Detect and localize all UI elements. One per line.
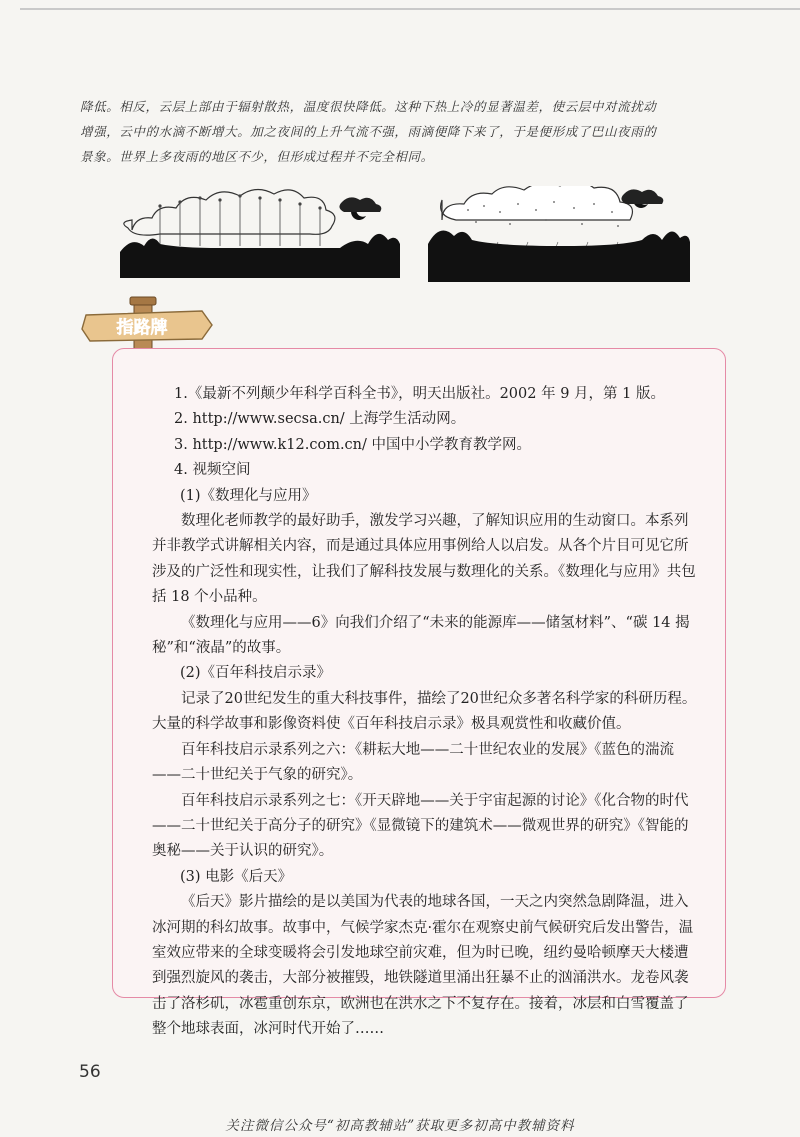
video-description: 记录了20世纪发生的重大科技事件，描绘了20世纪众多著名科学家的科研历程。大量的科学故事和影像资料使《百年科技启示录》极具观赏性和收藏价值。 <box>152 690 697 733</box>
reading-item: 3. http://www.k12.com.cn/ 中国中小学教育教学网。 <box>174 436 532 453</box>
footer-note: 关注微信公众号“初高教辅站”获取更多初高中教辅资料 <box>225 1118 575 1134</box>
video-description: 百年科技启示录系列之七：《开天辟地——关于宇宙起源的讨论》《化合物的时代——二十世纪关于高分子的研究》《显微镜下的建筑术——微观世界的研究》《智能的奥秘——关于认识的研究》。 <box>152 792 689 860</box>
night-rain-illustration-right <box>428 186 690 282</box>
reading-item: 4. 视频空间 <box>174 462 251 479</box>
intro-line: 景象。世界上多夜雨的地区不少，但形成过程并不完全相同。 <box>80 149 434 164</box>
video-subtitle-3: (3) 电影《后天》 <box>180 868 293 885</box>
reading-item: 1.《最新不列颠少年科学百科全书》，明天出版社。2002 年 9 月，第 1 版。 <box>174 386 665 402</box>
video-description: 《后天》影片描绘的是以美国为代表的地球各国，一天之内突然急剧降温，进入冰河期的科幻故事。故事中，气候学家杰克·霍尔在观察史前气候研究后发出警告，温室效应带来的全球变暖将会引发地球空前灾难，但为时已晚，纽约曼哈顿摩天大楼遭到强烈旋风的袭击，大部分被摧毁，地铁隧道里涌出狂暴不止的汹涌洪水。龙卷风袭击了洛杉矶，冰雹重创东京，欧洲也在洪水之下不复存在。接着，冰层和白雪覆盖了整个地球表面，冰河时代开始了…… <box>152 894 694 1038</box>
reading-list-content <box>152 382 700 1043</box>
intro-paragraph <box>80 94 720 169</box>
video-description: 数理化老师教学的最好助手，激发学习兴趣，了解知识应用的生动窗口。本系列并非教学式讲解相关内容，而是通过具体应用事例给人以启发。从各个片目可见它所涉及的广泛性和现实性，让我们了解科技发展与数理化的关系。《数理化与应用》共包括 18 个小品种。 <box>152 513 696 606</box>
intro-line: 增强，云中的水滴不断增大。加之夜间的上升气流不强，雨滴便降下来了，于是便形成了巴山夜雨的 <box>80 124 657 139</box>
top-rule <box>20 8 800 10</box>
night-cloud-illustration-left <box>120 186 400 278</box>
intro-line: 降低。相反，云层上部由于辐射散热，温度很快降低。这种下热上冷的显著温差，使云层中对流扰动 <box>80 99 657 114</box>
page-number: 56 <box>79 1062 101 1082</box>
video-subtitle-1: (1)《数理化与应用》 <box>180 487 317 504</box>
signpost-label: 指路牌 <box>116 318 168 338</box>
video-subtitle-2: (2)《百年科技启示录》 <box>180 665 332 682</box>
video-description: 百年科技启示录系列之六：《耕耘大地——二十世纪农业的发展》《蓝色的湍流——二十世纪关于气象的研究》。 <box>152 741 674 784</box>
video-description: 《数理化与应用——6》向我们介绍了“未来的能源库——储氢材料”、“碳 14 揭秘”和“液晶”的故事。 <box>152 614 690 657</box>
reading-item: 2. http://www.secsa.cn/ 上海学生活动网。 <box>174 411 466 428</box>
